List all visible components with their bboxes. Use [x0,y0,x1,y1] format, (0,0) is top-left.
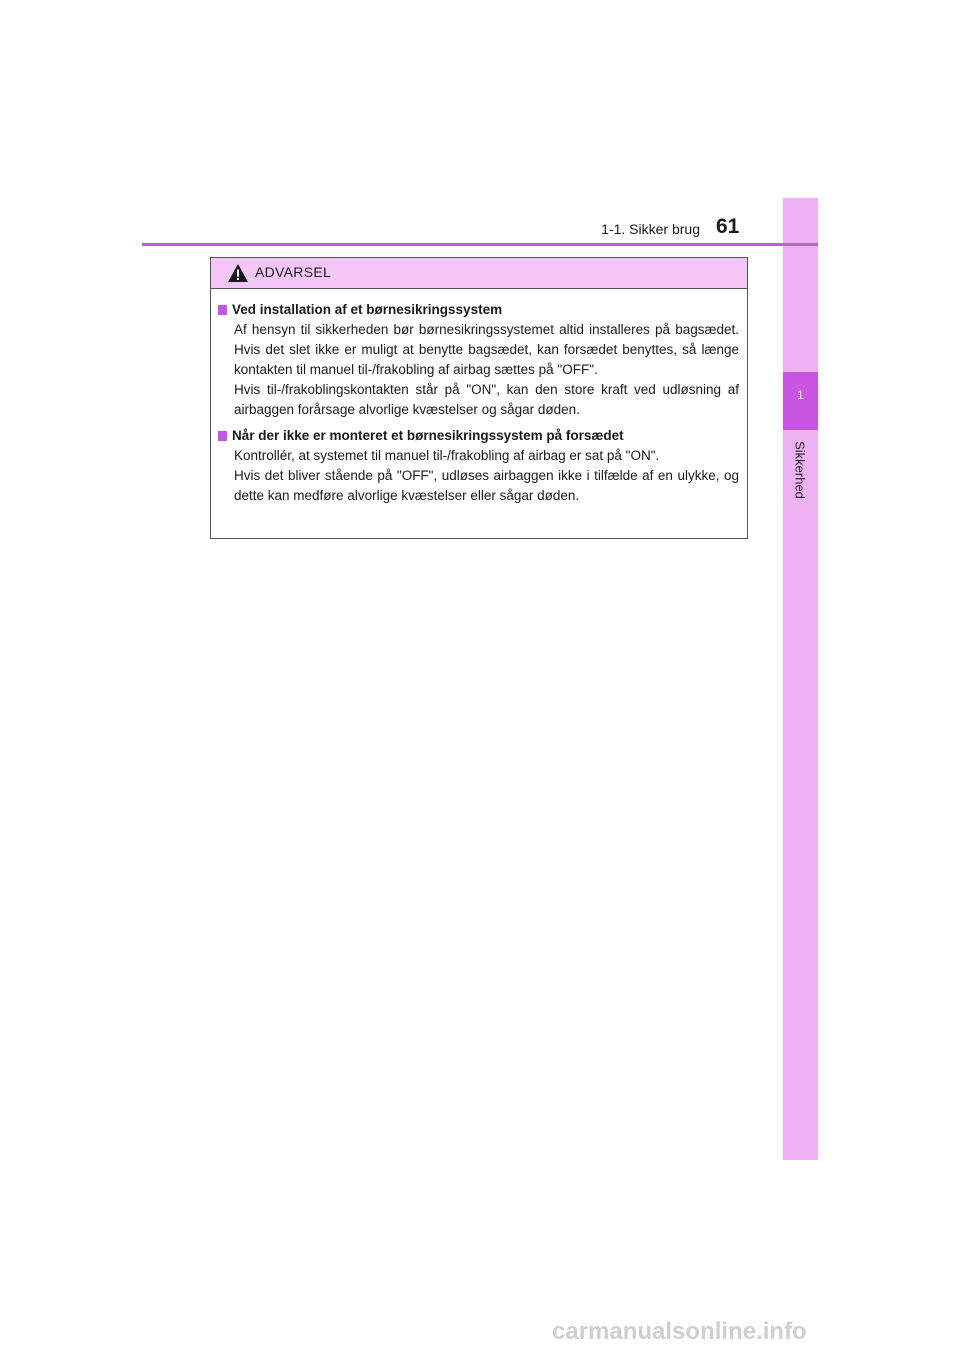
page-number: 61 [716,215,740,238]
header-rule [142,243,818,246]
warning-triangle-icon [227,263,249,283]
warning-header [211,258,747,289]
warning-item-heading-text: Når der ikke er monteret et børnesikringssystem på forsædet [232,428,624,443]
warning-item-paragraph: Hvis til-/frakoblingskontakten står på "ON", kan den store kraft ved udløsning af airbaggen forårsage alvorlige kvæstelser og sågar døden. [234,382,739,417]
warning-label: ADVARSEL [255,264,332,280]
warning-body [211,289,747,506]
warning-box [210,257,748,539]
side-tab [783,198,818,1160]
warning-item-heading-text: Ved installation af et børnesikringssystem [232,302,503,317]
chapter-number: 1 [797,388,804,402]
warning-item-heading [218,426,739,446]
warning-item-heading [218,300,739,320]
warning-item-paragraph: Kontrollér, at systemet til manuel til-/frakobling af airbag er sat på "ON". [234,448,660,463]
warning-item-paragraph: Hvis det bliver stående på "OFF", udløses airbaggen ikke i tilfælde af en ulykke, og dette kan medføre alvorlige kvæstelser eller sågar døden. [234,468,739,503]
watermark: carmanualsonline.info [552,1318,807,1345]
bullet-square-icon [218,305,227,315]
warning-item [218,426,739,506]
chapter-name: Sikkerhed [792,441,808,499]
section-title: 1-1. Sikker brug [601,221,700,237]
warning-item-paragraph: Af hensyn til sikkerheden bør børnesikringssystemet altid installeres på bagsædet. Hvis det slet ikke er muligt at benytte bagsædet, kan forsædet benyttes, så længe kontakten til manuel til-/frakobling af airbag sættes på "OFF". [234,322,739,377]
bullet-square-icon [218,431,227,441]
warning-item [218,300,739,420]
